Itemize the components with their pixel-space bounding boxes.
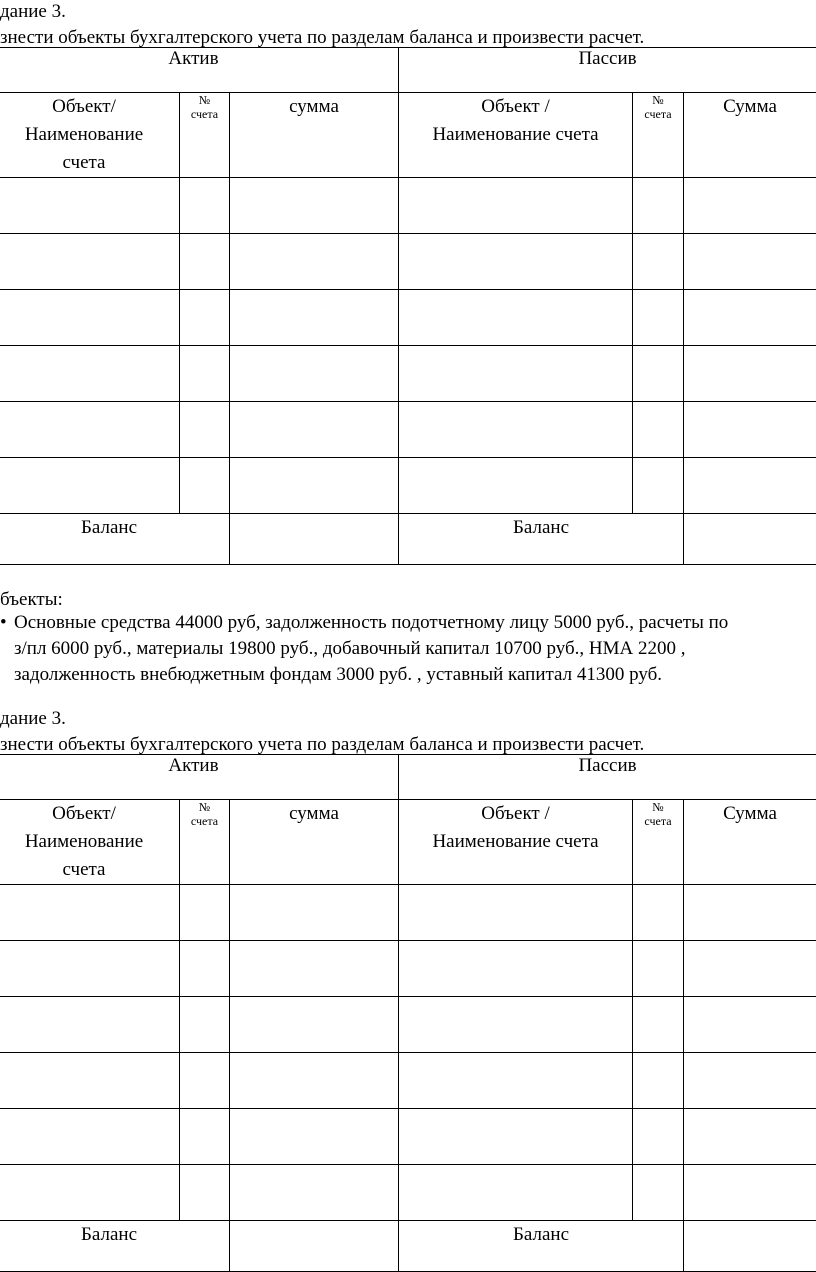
aktiv-object-header: Объект/ Наименование счета bbox=[0, 93, 180, 178]
task-title-2: дание 3. bbox=[0, 708, 66, 729]
balance-table-1 bbox=[0, 47, 816, 565]
passiv-header: Пассив bbox=[399, 48, 816, 93]
table-row bbox=[0, 346, 816, 402]
objects-label: бъекты: bbox=[0, 589, 63, 610]
passiv-account-number-header: № счета bbox=[633, 800, 684, 885]
objects-list bbox=[0, 610, 728, 688]
aktiv-header: Актив bbox=[0, 755, 399, 800]
table-row bbox=[0, 402, 816, 458]
passiv-object-header: Объект / Наименование счета bbox=[399, 93, 633, 178]
aktiv-account-number-header: № счета bbox=[180, 800, 230, 885]
table-row bbox=[0, 941, 816, 997]
aktiv-object-header: Объект/ Наименование счета bbox=[0, 800, 180, 885]
passiv-balance-label: Баланс bbox=[399, 514, 684, 565]
passiv-account-number-header: № счета bbox=[633, 93, 684, 178]
aktiv-balance-label: Баланс bbox=[0, 1221, 230, 1272]
passiv-balance-value bbox=[684, 1221, 816, 1272]
task-title-1: дание 3. bbox=[0, 1, 66, 22]
task-instruction-1: знести объекты бухгалтерского учета по разделам баланса и произвести расчет. bbox=[0, 27, 645, 48]
aktiv-balance-value bbox=[230, 514, 399, 565]
aktiv-sum-header: сумма bbox=[230, 800, 399, 885]
task-instruction-2: знести объекты бухгалтерского учета по разделам баланса и произвести расчет. bbox=[0, 734, 645, 755]
table-row bbox=[0, 458, 816, 514]
list-item: • Основные средства 44000 руб, задолженность подотчетному лицу 5000 руб., расчеты по bbox=[0, 612, 729, 633]
aktiv-sum-header: сумма bbox=[230, 93, 399, 178]
table-row bbox=[0, 997, 816, 1053]
table-row bbox=[0, 178, 816, 234]
list-item: задолженность внебюджетным фондам 3000 руб. , уставный капитал 41300 руб. bbox=[14, 664, 663, 685]
aktiv-balance-value bbox=[230, 1221, 399, 1272]
passiv-object-header: Объект / Наименование счета bbox=[399, 800, 633, 885]
passiv-header: Пассив bbox=[399, 755, 816, 800]
aktiv-header: Актив bbox=[0, 48, 399, 93]
table-row bbox=[0, 234, 816, 290]
passiv-sum-header: Сумма bbox=[684, 93, 816, 178]
table-row bbox=[0, 1109, 816, 1165]
passiv-balance-label: Баланс bbox=[399, 1221, 684, 1272]
passiv-balance-value bbox=[684, 514, 816, 565]
passiv-sum-header: Сумма bbox=[684, 800, 816, 885]
table-row bbox=[0, 290, 816, 346]
aktiv-balance-label: Баланс bbox=[0, 514, 230, 565]
list-item: з/пл 6000 руб., материалы 19800 руб., добавочный капитал 10700 руб., НМА 2200 , bbox=[14, 638, 686, 659]
table-row bbox=[0, 1165, 816, 1221]
table-row bbox=[0, 885, 816, 941]
aktiv-account-number-header: № счета bbox=[180, 93, 230, 178]
table-row bbox=[0, 1053, 816, 1109]
balance-table-2 bbox=[0, 754, 816, 1272]
